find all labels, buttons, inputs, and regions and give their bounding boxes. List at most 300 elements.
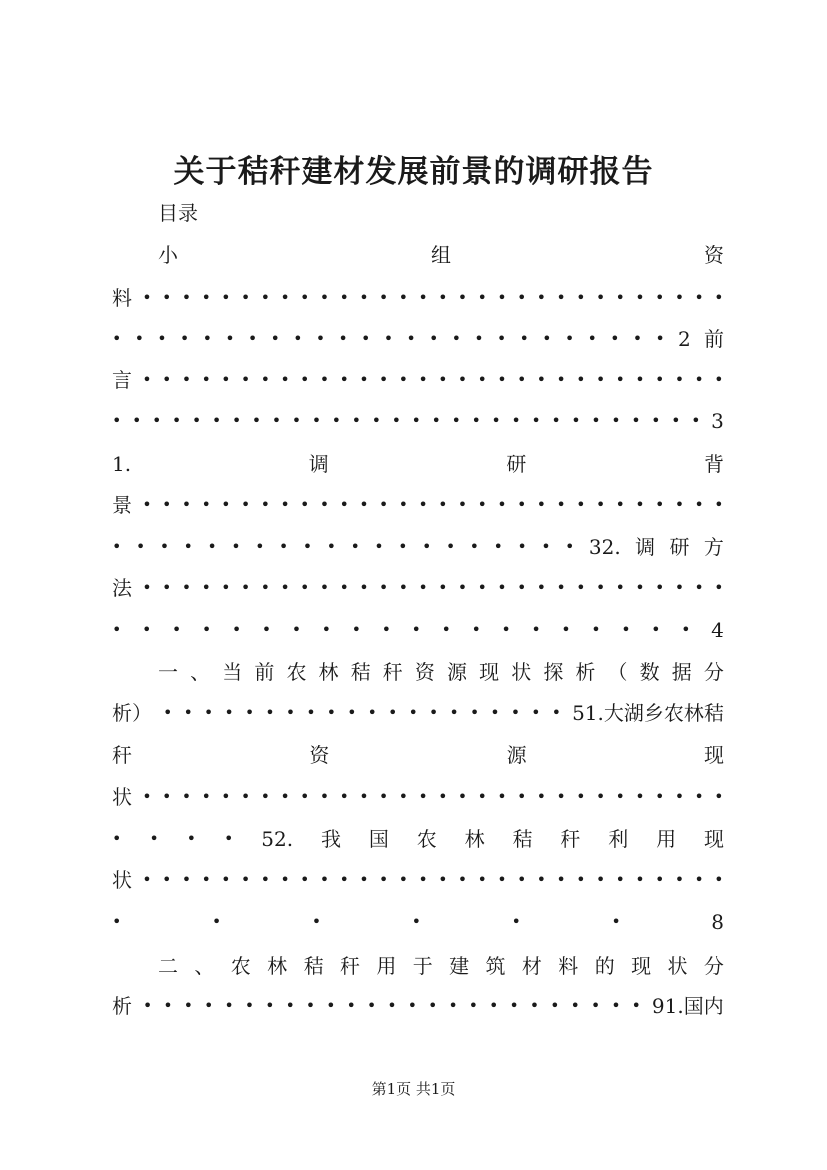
toc-text: 用 [656,827,677,851]
leader-dot: • [225,329,235,348]
toc-line [112,865,724,895]
toc-line [112,283,724,313]
leader-dot: • [300,370,310,389]
toc-text: 调 [308,452,329,476]
leader-dot: • [674,787,685,806]
leader-dot: • [359,288,369,307]
leader-dot: • [587,329,597,348]
leader-dot: • [142,578,152,597]
leader-dot: • [211,411,222,430]
leader-dot: • [319,370,330,389]
toc-line [158,951,724,981]
leader-dot: • [181,787,192,806]
leader-dot: • [438,370,448,389]
toc-text: 我 [320,827,341,851]
toc-text: 析） [112,701,152,725]
leader-dot: • [398,537,408,556]
toc-text: 研 [506,452,527,476]
leader-dot: • [162,288,172,307]
leader-dot: • [531,620,541,639]
leader-dot: • [201,870,211,889]
toc-text: 、 [194,954,215,978]
toc-text: 状 [511,660,532,684]
leader-dot: • [497,787,507,806]
leader-dot: • [244,703,255,722]
leader-dot: • [516,495,527,514]
leader-dot: • [211,912,222,931]
leader-dot: • [438,870,448,889]
leader-dot: • [427,996,438,1015]
leader-dot: • [221,787,231,806]
leader-dot: • [477,787,487,806]
leader-dot: • [536,787,547,806]
toc-text: 料 [112,286,132,310]
leader-dot: • [171,620,182,639]
leader-dot: • [635,578,645,597]
leader-dot: • [141,620,152,639]
leader-dot: • [163,996,173,1015]
toc-text: 52. [261,827,294,851]
leader-dot: • [201,620,212,639]
leader-dot: • [517,537,527,556]
toc-text: 状 [667,954,688,978]
leader-dot: • [615,870,625,889]
toc-text: 现 [703,743,724,767]
leader-dot: • [201,288,211,307]
leader-dot: • [378,578,389,597]
toc-text: 2 [678,327,691,351]
leader-dot: • [260,787,271,806]
leader-dot: • [159,537,170,556]
leader-dot: • [651,620,661,639]
leader-dot: • [519,329,529,348]
leader-dot: • [681,620,691,639]
leader-dot: • [183,537,193,556]
leader-dot: • [556,288,566,307]
leader-dot: • [260,578,271,597]
leader-dot: • [359,578,369,597]
leader-dot: • [457,370,468,389]
leader-dot: • [576,787,586,806]
leader-dot: • [635,370,645,389]
leader-dot: • [541,537,551,556]
leader-dot: • [418,288,428,307]
leader-dot: • [654,787,665,806]
leader-dot: • [305,996,316,1015]
leader-dot: • [489,996,499,1015]
leader-dot: • [326,703,337,722]
leader-dot: • [162,787,172,806]
leader-dot: • [674,288,685,307]
leader-dot: • [635,787,645,806]
leader-dot: • [142,288,152,307]
leader-dot: • [280,870,290,889]
leader-dot: • [162,578,172,597]
leader-dot: • [366,996,377,1015]
leader-dot: • [468,996,479,1015]
leader-dot: • [509,996,519,1015]
leader-dot: • [654,578,665,597]
leader-dot: • [378,870,389,889]
leader-dot: • [576,578,586,597]
leader-dot: • [112,537,122,556]
leader-dot: • [595,787,606,806]
leader-dot: • [251,411,262,430]
leader-dot: • [321,620,332,639]
toc-text: 景 [112,493,132,517]
toc-line [112,740,724,770]
leader-dot: • [438,288,448,307]
leader-dot: • [291,411,302,430]
leader-dot: • [674,870,685,889]
leader-dot: • [431,411,441,430]
leader-dot: • [221,370,231,389]
leader-dot: • [191,411,202,430]
toc-line [112,532,724,562]
leader-dot: • [221,288,231,307]
leader-dot: • [183,703,193,722]
toc-line [112,907,724,937]
toc-line [112,406,724,436]
leader-dot: • [556,578,566,597]
leader-dot: • [556,495,566,514]
leader-dot: • [398,495,409,514]
leader-dot: • [610,329,620,348]
toc-line [112,615,724,645]
leader-dot: • [359,495,369,514]
leader-dot: • [694,787,704,806]
leader-dot: • [179,329,190,348]
leader-dot: • [300,787,310,806]
leader-dot: • [162,870,172,889]
leader-dot: • [516,578,527,597]
leader-dot: • [261,620,272,639]
leader-dot: • [651,411,661,430]
toc-text: 据 [671,660,692,684]
toc-text: 资 [704,243,724,267]
leader-dot: • [339,787,349,806]
toc-text: 秆 [112,743,132,767]
leader-dot: • [378,370,389,389]
leader-dot: • [714,288,724,307]
leader-dot: • [451,411,461,430]
toc-text: 秸 [350,660,371,684]
leader-dot: • [411,411,421,430]
leader-dot: • [477,288,487,307]
leader-dot: • [388,703,398,722]
leader-dot: • [591,620,601,639]
leader-dot: • [477,870,487,889]
leader-dot: • [260,370,271,389]
leader-dot: • [418,370,428,389]
leader-dot: • [421,537,432,556]
toc-text: 调 [635,535,656,559]
toc-line [112,698,724,728]
leader-dot: • [319,288,330,307]
leader-dot: • [408,703,418,722]
leader-dot: • [655,329,665,348]
toc-text: 秆 [339,954,360,978]
leader-dot: • [378,288,389,307]
leader-dot: • [231,620,242,639]
leader-dot: • [398,870,409,889]
leader-dot: • [171,411,182,430]
leader-dot: • [311,912,322,931]
toc-text: 分 [703,954,724,978]
leader-dot: • [339,495,349,514]
leader-dot: • [260,288,271,307]
leader-dot: • [201,370,211,389]
leader-dot: • [490,703,500,722]
leader-dot: • [529,996,540,1015]
leader-dot: • [632,329,643,348]
leader-dot: • [231,411,242,430]
leader-dot: • [694,288,704,307]
leader-dot: • [615,495,625,514]
leader-dot: • [576,288,586,307]
leader-dot: • [374,537,384,556]
toc-text: 1. [112,452,132,476]
leader-dot: • [319,495,330,514]
leader-dot: • [181,870,192,889]
toc-text: 91.国内 [651,994,724,1018]
leader-dot: • [378,495,389,514]
leader-dot: • [571,411,581,430]
leader-dot: • [293,329,303,348]
leader-dot: • [326,996,336,1015]
leader-dot: • [595,288,606,307]
leader-dot: • [361,329,371,348]
toc-line [112,991,724,1021]
leader-dot: • [280,787,290,806]
leader-dot: • [350,537,360,556]
leader-dot: • [300,495,310,514]
leader-dot: • [561,620,571,639]
leader-dot: • [319,787,330,806]
leader-dot: • [162,495,172,514]
leader-dot: • [280,495,290,514]
leader-dot: • [244,996,255,1015]
leader-dot: • [142,870,152,889]
leader-dot: • [674,370,685,389]
leader-dot: • [491,411,501,430]
leader-dot: • [595,495,606,514]
leader-dot: • [181,370,192,389]
leader-dot: • [359,370,369,389]
leader-dot: • [224,703,234,722]
leader-dot: • [260,870,271,889]
leader-dot: • [278,537,289,556]
leader-dot: • [551,411,561,430]
leader-dot: • [595,578,606,597]
toc-text: 源 [506,743,527,767]
toc-text: 林 [464,827,485,851]
leader-dot: • [418,495,428,514]
leader-dot: • [654,495,665,514]
leader-dot: • [497,578,507,597]
leader-dot: • [339,370,349,389]
leader-dot: • [411,620,421,639]
leader-dot: • [407,996,418,1015]
leader-dot: • [381,620,392,639]
toc-text: 前 [254,660,275,684]
leader-dot: • [351,620,362,639]
leader-dot: • [591,411,601,430]
leader-dot: • [516,370,527,389]
toc-text: 二 [158,954,178,978]
leader-dot: • [631,996,641,1015]
leader-dot: • [359,870,369,889]
leader-dot: • [477,578,487,597]
toc-text: 于 [412,954,433,978]
leader-dot: • [231,537,241,556]
toc-text: 4 [711,618,724,642]
toc-text: 秸 [512,827,533,851]
leader-dot: • [694,870,704,889]
leader-dot: • [315,329,326,348]
leader-dot: • [595,870,606,889]
toc-text: 秆 [560,827,581,851]
leader-dot: • [497,370,507,389]
leader-dot: • [448,996,458,1015]
toc-text: 的 [594,954,615,978]
leader-dot: • [270,329,280,348]
leader-dot: • [311,411,322,430]
leader-dot: • [300,578,310,597]
leader-dot: • [223,829,234,848]
leader-dot: • [564,329,575,348]
leader-dot: • [654,870,665,889]
toc-text: 资 [414,660,435,684]
leader-dot: • [142,787,152,806]
leader-dot: • [471,620,481,639]
leader-dot: • [595,370,606,389]
toc-text: 现 [631,954,652,978]
toc-text: 源 [446,660,467,684]
leader-dot: • [615,787,625,806]
leader-dot: • [714,495,724,514]
leader-dot: • [240,288,251,307]
toc-text: 秆 [382,660,403,684]
leader-dot: • [438,787,448,806]
toc-line [112,324,724,354]
leader-dot: • [635,870,645,889]
leader-dot: • [674,495,685,514]
leader-dot: • [398,288,409,307]
leader-dot: • [240,370,251,389]
leader-dot: • [162,370,172,389]
toc-line [158,657,724,687]
leader-dot: • [163,703,173,722]
toc-text: （ [607,660,628,684]
leader-dot: • [221,578,231,597]
toc-text: 现 [479,660,500,684]
leader-dot: • [291,620,302,639]
leader-dot: • [351,411,362,430]
leader-dot: • [398,787,409,806]
leader-dot: • [542,329,552,348]
leader-dot: • [531,411,541,430]
leader-dot: • [149,829,159,848]
leader-dot: • [181,288,192,307]
leader-dot: • [496,329,507,348]
leader-dot: • [183,996,194,1015]
toc-text: 数 [639,660,660,684]
toc-heading: 目录 [158,201,198,225]
leader-dot: • [654,288,665,307]
leader-dot: • [615,370,625,389]
toc-text: 农 [416,827,437,851]
toc-text: 组 [431,243,451,267]
toc-text: 用 [376,954,397,978]
leader-dot: • [142,370,152,389]
leader-dot: • [477,370,487,389]
leader-dot: • [260,495,271,514]
leader-dot: • [186,829,197,848]
leader-dot: • [556,870,566,889]
leader-dot: • [428,703,439,722]
leader-dot: • [576,870,586,889]
leader-dot: • [280,370,290,389]
leader-dot: • [511,411,521,430]
leader-dot: • [411,912,422,931]
toc-text: 言 [112,368,132,392]
leader-dot: • [201,578,211,597]
leader-dot: • [654,370,665,389]
leader-dot: • [383,329,394,348]
leader-dot: • [531,703,541,722]
toc-text: 状 [112,785,132,809]
leader-dot: • [326,537,337,556]
leader-dot: • [112,411,122,430]
leader-dot: • [331,411,342,430]
leader-dot: • [112,329,122,348]
leader-dot: • [181,578,192,597]
toc-text: 利 [608,827,629,851]
page-footer: 第1页 共1页 [371,1080,456,1098]
leader-dot: • [615,578,625,597]
leader-dot: • [280,288,290,307]
leader-dot: • [347,703,357,722]
leader-dot: • [536,370,547,389]
leader-dot: • [469,537,480,556]
toc-line [112,365,724,395]
leader-dot: • [451,329,462,348]
leader-dot: • [457,288,468,307]
leader-dot: • [319,578,330,597]
leader-dot: • [631,411,641,430]
toc-text: 资 [309,743,330,767]
leader-dot: • [457,787,468,806]
leader-dot: • [516,787,527,806]
leader-dot: • [576,370,586,389]
leader-dot: • [457,578,468,597]
toc-text: 32. [588,535,621,559]
leader-dot: • [240,870,251,889]
leader-dot: • [621,620,631,639]
leader-dot: • [576,495,586,514]
leader-dot: • [536,288,547,307]
leader-dot: • [694,495,704,514]
leader-dot: • [497,495,507,514]
leader-dot: • [285,703,296,722]
leader-dot: • [469,703,480,722]
leader-dot: • [398,578,409,597]
leader-dot: • [240,495,251,514]
leader-dot: • [556,787,566,806]
leader-dot: • [536,870,547,889]
leader-dot: • [449,703,459,722]
